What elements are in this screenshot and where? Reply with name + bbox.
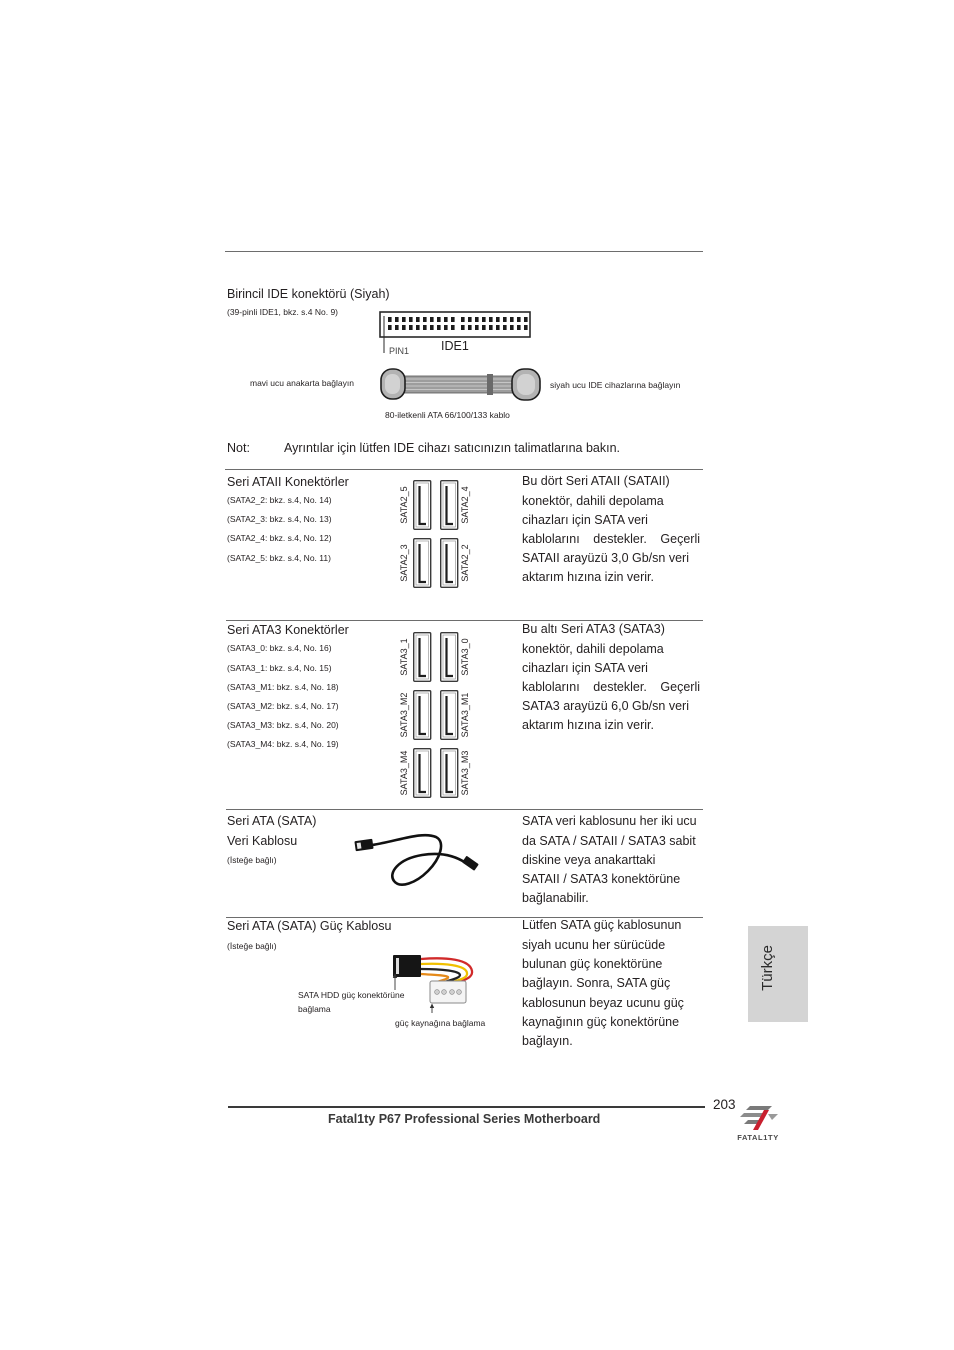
- title-line: Seri ATA (SATA): [227, 814, 317, 829]
- ide-pin: [461, 325, 465, 330]
- sata3-ref: (SATA3_1: bkz. s.4, No. 15): [227, 662, 332, 673]
- connector-housing: [462, 856, 479, 871]
- ide-pin: [402, 325, 406, 330]
- port-label: SATA3_M3: [460, 750, 470, 796]
- ide-pin: [503, 325, 507, 330]
- ide-pin: [517, 317, 521, 322]
- hdd-note-line: SATA HDD güç konektörüne: [298, 990, 405, 1000]
- port-label: SATA3_M2: [399, 692, 409, 738]
- sata3-ref: (SATA3_M4: bkz. s.4, No. 19): [227, 739, 339, 750]
- ide-pin: [468, 317, 472, 322]
- sata3-ref: (SATA3_M3: bkz. s.4, No. 20): [227, 720, 339, 731]
- sata2-ref: (SATA2_4: bkz. s.4, No. 12): [227, 533, 332, 544]
- molex-pin-hole: [457, 990, 462, 995]
- ide-pin: [388, 317, 392, 322]
- sata-power-connector-face: [396, 958, 399, 974]
- port-label: SATA2_4: [460, 486, 470, 524]
- description-line: kablosunun beyaz ucunu güç: [522, 995, 684, 1010]
- ide-pin: [517, 325, 521, 330]
- logo-mark-bar: [746, 1106, 772, 1110]
- description-line: SATA3 arayüzü 6,0 Gb/sn veri: [522, 699, 689, 714]
- device-end-note: siyah ucu IDE cihazlarına bağlayın: [550, 380, 681, 390]
- ide-pin: [430, 325, 434, 330]
- sata-power-cable-illustration: [388, 945, 484, 1017]
- section-rule: [225, 469, 703, 470]
- ide-pin: [496, 317, 500, 322]
- power-cable-optional: (İsteğe bağlı): [227, 941, 277, 951]
- ribbon-fold: [487, 374, 493, 395]
- data-cable-optional: (İsteğe bağlı): [227, 855, 277, 865]
- ide-pin: [444, 325, 448, 330]
- port-label: SATA3_M1: [460, 692, 470, 738]
- ide-pin: [423, 317, 427, 322]
- description-line: bulunan güç konektörüne: [522, 956, 663, 971]
- description-line: Lütfen SATA güç kablosunun: [522, 918, 682, 933]
- ide-pin: [475, 317, 479, 322]
- description-line: bağlayın.: [522, 1034, 573, 1049]
- description-line: aktarım hızına izin verir.: [522, 718, 654, 733]
- ide-pin: [416, 317, 420, 322]
- sata-port: [441, 633, 458, 682]
- ide-pin: [524, 317, 528, 322]
- sata3-ref: (SATA3_M1: bkz. s.4, No. 18): [227, 681, 339, 692]
- connector-tab: [357, 842, 362, 848]
- ide1-label: IDE1: [441, 339, 469, 353]
- pin1-label: PIN1: [389, 346, 410, 356]
- ide-pin: [402, 317, 406, 322]
- cable-caption: 80-iletkenli ATA 66/100/133 kablo: [385, 410, 510, 420]
- note-text: Ayrıntılar için lütfen IDE cihazı satıcınızın talimatlarına bakın.: [284, 441, 621, 455]
- footer-title: Fatal1ty P67 Professional Series Motherboard: [328, 1112, 601, 1126]
- ide-pin: [388, 325, 392, 330]
- section-rule: [226, 809, 703, 810]
- molex-pin-hole: [442, 990, 447, 995]
- ide-pin: [489, 325, 493, 330]
- cable-end-connector: [354, 839, 373, 851]
- ide-pin: [489, 317, 493, 322]
- port-label: SATA2_3: [399, 544, 409, 582]
- ide-pin: [437, 317, 441, 322]
- description-line: Bu dört Seri ATAII (SATAII): [522, 474, 670, 489]
- sata3-ref: (SATA3_M2: bkz. s.4, No. 17): [227, 701, 339, 711]
- cable-wire: [372, 835, 466, 885]
- connector-highlight: [385, 374, 400, 394]
- cable-end-connector: [462, 856, 479, 871]
- power-cable-title: Seri ATA (SATA) Güç Kablosu: [227, 919, 392, 933]
- ide-pin: [395, 325, 399, 330]
- ide-pin: [395, 317, 399, 322]
- description-line: Bu altı Seri ATA3 (SATA3): [522, 622, 665, 637]
- note-label: Not:: [227, 441, 250, 455]
- ide-pin: [461, 317, 465, 322]
- sata-port: [414, 481, 431, 530]
- power-cable-description: [522, 916, 700, 1051]
- logo-text: FATAL1TY: [737, 1133, 779, 1142]
- ide-pin: [482, 325, 486, 330]
- psu-arrow-head: [430, 1004, 434, 1009]
- sata-port: [441, 749, 458, 798]
- description-line: kablolarını destekler. Geçerli: [522, 680, 700, 694]
- fatal1ty-logo: [728, 1100, 788, 1144]
- sata-data-cable-illustration: [350, 825, 485, 893]
- sata3-refs: [227, 639, 339, 754]
- ide-pin: [423, 325, 427, 330]
- ide-connector: [380, 312, 530, 356]
- port-label: SATA2_5: [399, 486, 409, 524]
- ide-ribbon-cable: [381, 369, 540, 400]
- description-line: SATAII arayüzü 3,0 Gb/sn veri: [522, 551, 689, 566]
- description-line: da SATA / SATAII / SATA3 sabit: [522, 833, 696, 848]
- description-line: aktarım hızına izin verir.: [522, 570, 654, 585]
- logo-mark-wing: [768, 1114, 778, 1120]
- ide-pin: [451, 317, 455, 322]
- ide-pin: [416, 325, 420, 330]
- description-line: diskine veya anakarttaki: [522, 852, 656, 867]
- sata-port: [414, 691, 431, 740]
- sata-port: [414, 539, 431, 588]
- language-tab-label: Türkçe: [759, 945, 776, 991]
- ide-pin: [510, 325, 514, 330]
- ide-connector-body: [380, 312, 530, 337]
- ide-pin: [437, 325, 441, 330]
- language-side-tab: [748, 926, 808, 1022]
- hdd-note-line: bağlama: [298, 1004, 331, 1014]
- sata3-ref: (SATA3_0: bkz. s.4, No. 16): [227, 643, 332, 654]
- sata2-description: [522, 472, 700, 587]
- sata-port: [441, 691, 458, 740]
- ide-pin: [468, 325, 472, 330]
- sata2-ref: (SATA2_2: bkz. s.4, No. 14): [227, 495, 332, 505]
- top-rule: [225, 251, 703, 252]
- sata3-title: Seri ATA3 Konektörler: [227, 623, 349, 637]
- sata3-description: [522, 620, 700, 735]
- ide-pin: [475, 325, 479, 330]
- sata-port: [414, 633, 431, 682]
- description-line: konektör, dahili depolama: [522, 641, 664, 656]
- description-line: SATA veri kablosunu her iki ucu: [522, 814, 697, 829]
- ide-title: Birincil IDE konektörü (Siyah): [227, 287, 390, 301]
- description-line: siyah ucunu her sürücüde: [522, 937, 666, 952]
- ide-pin: [430, 317, 434, 322]
- sata-port: [441, 539, 458, 588]
- connector-highlight: [517, 374, 535, 395]
- psu-note: güç kaynağına bağlama: [395, 1018, 486, 1028]
- footer-rule: [228, 1106, 705, 1108]
- molex-pin-hole: [435, 990, 440, 995]
- description-line: kaynağının güç konektörüne: [522, 1014, 680, 1029]
- sata2-title: Seri ATAII Konektörler: [227, 475, 349, 489]
- page-number: 203: [713, 1097, 736, 1112]
- description-line: cihazları için SATA veri: [522, 660, 648, 675]
- ide-pin: [510, 317, 514, 322]
- ide-ref: (39-pinli IDE1, bkz. s.4 No. 9): [227, 307, 339, 317]
- description-line: bağlanabilir.: [522, 891, 589, 906]
- sata2-port-diagram: [395, 476, 475, 592]
- description-line: konektör, dahili depolama: [522, 493, 664, 508]
- port-label: SATA3_M4: [399, 750, 409, 796]
- ide-pin: [524, 325, 528, 330]
- sata2-refs: [227, 491, 332, 568]
- sata2-ref: (SATA2_5: bkz. s.4, No. 11): [227, 552, 331, 563]
- description-line: kablolarını destekler. Geçerli: [522, 532, 700, 546]
- description-line: bağlayın. Sonra, SATA güç: [522, 976, 671, 991]
- title-line: Veri Kablosu: [227, 833, 298, 848]
- ide-pin: [451, 325, 455, 330]
- ide-diagram: [375, 308, 545, 404]
- molex-pin-hole: [450, 990, 455, 995]
- port-label: SATA2_2: [460, 544, 470, 582]
- sata3-port-diagram: [395, 628, 475, 804]
- data-cable-description: [522, 812, 700, 908]
- description-line: SATAII / SATA3 konektörüne: [522, 872, 681, 886]
- ide-pin: [482, 317, 486, 322]
- sata-port: [414, 749, 431, 798]
- motherboard-end-note: mavi ucu anakarta bağlayın: [250, 378, 354, 388]
- port-label: SATA3_0: [460, 638, 470, 676]
- sata2-ref: (SATA2_3: bkz. s.4, No. 13): [227, 514, 332, 525]
- sata-port: [441, 481, 458, 530]
- ide-pin: [503, 317, 507, 322]
- ide-pin: [409, 317, 413, 322]
- description-line: cihazları için SATA veri: [522, 512, 648, 527]
- port-label: SATA3_1: [399, 638, 409, 676]
- ide-pin: [444, 317, 448, 322]
- ide-pin: [409, 325, 413, 330]
- ide-pin: [496, 325, 500, 330]
